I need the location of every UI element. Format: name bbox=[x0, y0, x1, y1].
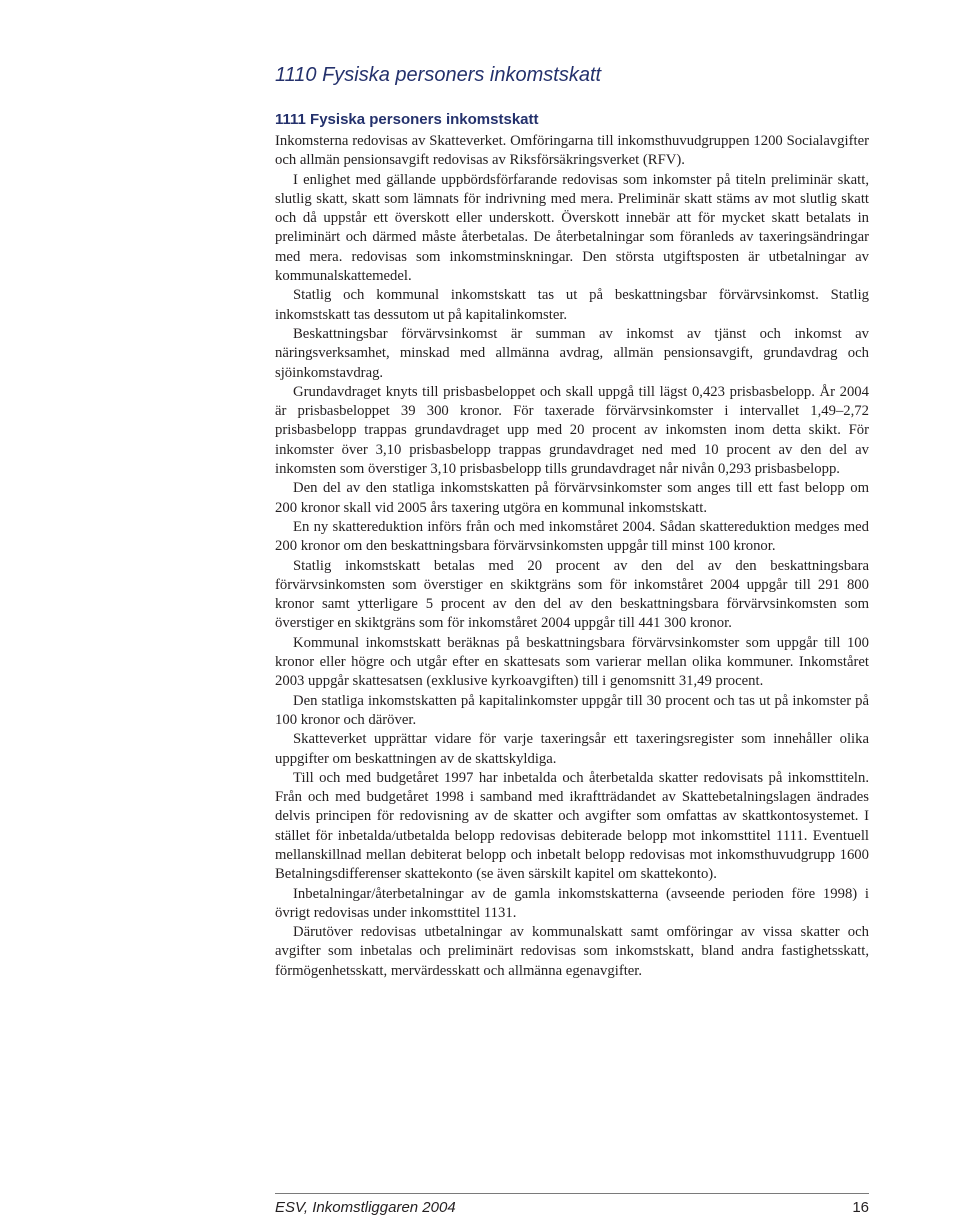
paragraph: Statlig och kommunal inkomstskatt tas ut på beskattningsbar förvärvsinkomst. Statlig inkomstskatt tas dessutom ut på kapitalinkomster. bbox=[275, 287, 869, 323]
section-heading: 1110 Fysiska personers inkomstskatt bbox=[275, 64, 602, 86]
footer-divider bbox=[275, 1193, 869, 1194]
paragraph: I enlighet med gällande uppbördsförfarande redovisas som inkomster på titeln preliminär skatt, slutlig skatt, skatt som lämnats för indrivning med mera. Preliminär skatt stäms av mot slutlig skatt och då uppstår ett överskott eller underskott. Överskott innebär att för mycket skatt betalats in preliminärt och därmed måste återbetalas. De återbetalningar som föranleds av taxeringsändringar med mera. redovisas som inkomstminskningar. Den största utgiftsposten är utbetalningar av kommunalskattemedel. bbox=[275, 171, 869, 285]
paragraph: Kommunal inkomstskatt beräknas på beskattningsbara förvärvsinkomster som uppgår till 100 kronor eller högre och utgår efter en skattesats som varierar mellan olika kommuner. Inkomståret 2003 uppgår skattesatsen (exklusive kyrkoavgiften) till i genomsnitt 31,49 procent. bbox=[275, 634, 869, 690]
paragraph: Den statliga inkomstskatten på kapitalinkomster uppgår till 30 procent och tas ut på inkomster på 100 kronor och däröver. bbox=[275, 692, 869, 728]
page-number: 16 bbox=[852, 1199, 869, 1216]
paragraph: Beskattningsbar förvärvsinkomst är summan av inkomst av tjänst och inkomst av näringsverksamhet, minskad med allmänna avdrag, allmän pensionsavgift, grundavdrag och sjöinkomstavdrag. bbox=[275, 325, 869, 381]
paragraph: Därutöver redovisas utbetalningar av kommunalskatt samt omföringar av vissa skatter och avgifter som inbetalas och preliminärt redovisas som inkomstskatt, bland andra fastighetsskatt, förmögenhetsskatt, mervärdesskatt och allmänna egenavgifter. bbox=[275, 924, 869, 979]
paragraph: Inkomsterna redovisas av Skatteverket. Omföringarna till inkomsthuvudgruppen 1200 Socialavgifter och allmän pensionsavgift redovisas av Riksförsäkringsverket (RFV). bbox=[275, 133, 869, 169]
body-text bbox=[275, 132, 869, 981]
paragraph: Den del av den statliga inkomstskatten på förvärvsinkomster som anges till ett fast belopp om 200 kronor skall vid 2005 års taxering utgöra en kommunal inkomstskatt. bbox=[275, 480, 869, 516]
paragraph: Statlig inkomstskatt betalas med 20 procent av den del av den beskattningsbara förvärvsinkomsten som överstiger en skiktgräns som för inkomståret 2004 uppgår till 291 800 kronor samt ytterligare 5 procent av den del av den beskattningsbara förvärvsinkomsten som överstiger en skiktgräns som för inkomståret 2004 uppgår till 441 300 kronor. bbox=[275, 557, 869, 632]
subsection-heading: 1111 Fysiska personers inkomstskatt bbox=[275, 111, 539, 128]
paragraph: Skatteverket upprättar vidare för varje taxeringsår ett taxeringsregister som innehåller olika uppgifter om beskattningen av de skattskyldiga. bbox=[275, 731, 869, 767]
page-content bbox=[275, 62, 869, 981]
paragraph: En ny skattereduktion införs från och med inkomståret 2004. Sådan skattereduktion medges med 200 kronor om den beskattningsbara förvärvsinkomsten uppgår till minst 100 kronor. bbox=[275, 518, 869, 555]
publication-title: ESV, Inkomstliggaren 2004 bbox=[275, 1199, 456, 1216]
paragraph: Inbetalningar/återbetalningar av de gamla inkomstskatterna (avseende perioden före 1998) i övrigt redovisas under inkomsttitel 1131. bbox=[275, 885, 869, 921]
page-footer bbox=[275, 1199, 869, 1216]
paragraph: Grundavdraget knyts till prisbasbeloppet och skall uppgå till lägst 0,423 prisbasbelopp. År 2004 är prisbasbeloppet 39 300 kronor. För taxerade förvärvsinkomster i intervallet 1,49–2,72 prisbasbelopp trappas grundavdraget upp med 20 procent av inkomsten inom detta skikt. För inkomster över 3,10 prisbasbelopp trappas grundavdraget ned med 10 procent av den del av inkomsten som överstiger 3,10 prisbasbelopp tills grundavdraget når nivån 0,293 prisbasbelopp. bbox=[275, 383, 869, 478]
paragraph: Till och med budgetåret 1997 har inbetalda och återbetalda skatter redovisats på inkomsttiteln. Från och med budgetåret 1998 i samband med ikraftträdandet av Skattebetalningslagen ändrades delvis principen för redovisning av de skatter och avgifter som omfattas av skattkontosystemet. I stället för inbetalda/utbetalda belopp redovisas debiterade belopp mot inkomsttitel 1111. Eventuell mellanskillnad mellan debiterat belopp och inbetalt belopp redovisas mot inkomsthuvudgrupp 1600 Betalningsdifferenser skattekonto (se även särskilt kapitel om skattekonto). bbox=[275, 769, 869, 883]
